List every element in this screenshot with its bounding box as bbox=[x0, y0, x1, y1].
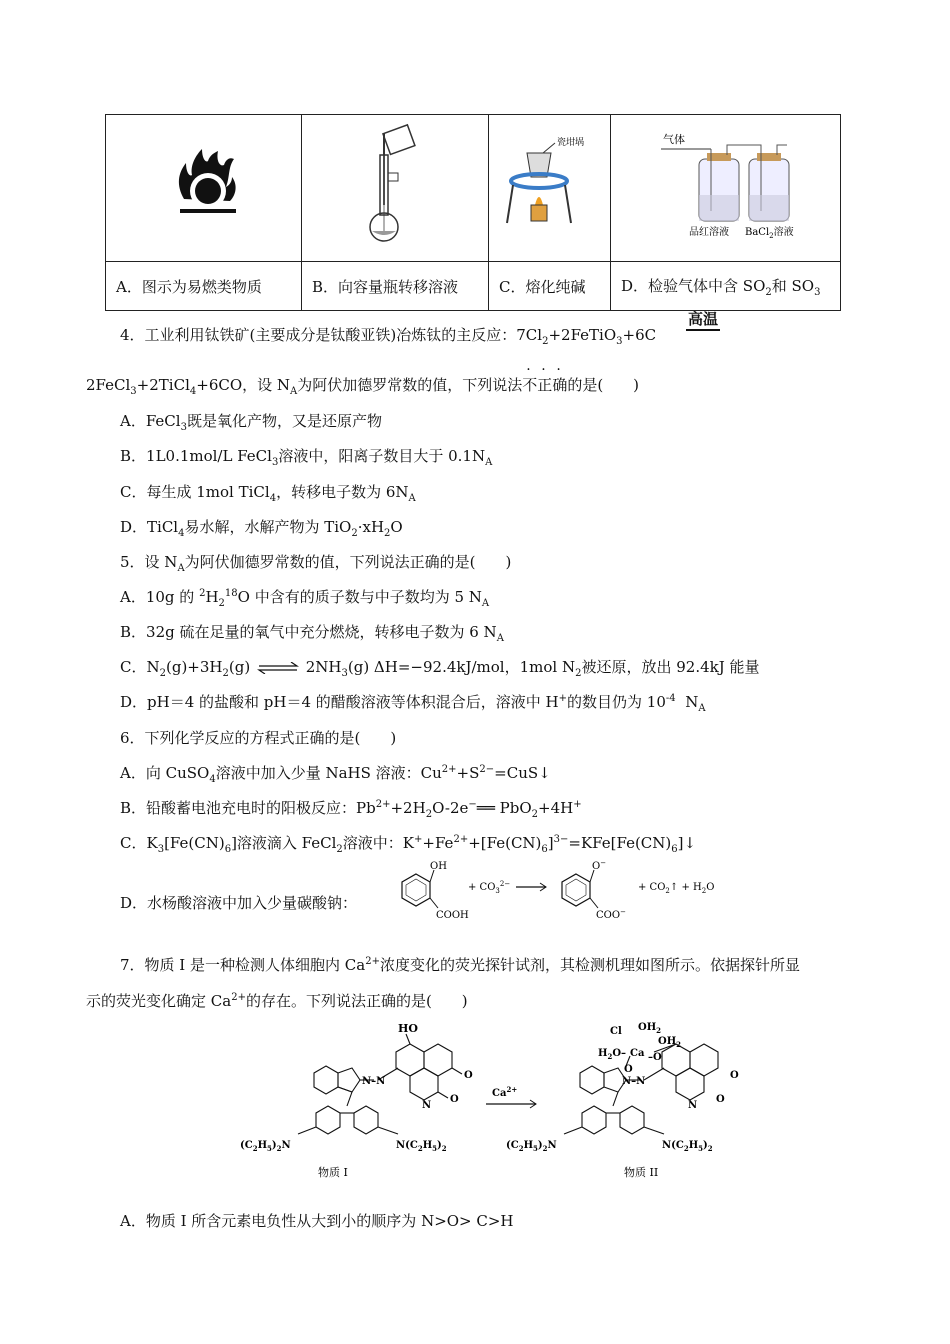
gas-wash-bottles-icon bbox=[611, 115, 840, 257]
svg-text:气体: 气体 bbox=[663, 133, 685, 146]
oxidizer-hazard-icon bbox=[106, 115, 301, 257]
svg-text:Cl: Cl bbox=[610, 1026, 622, 1037]
svg-text:Ca2+: $Ca^{2+}$ bbox=[492, 1085, 518, 1099]
volumetric-flask-icon bbox=[302, 115, 488, 257]
q5-option-a: A．10g 的 $^2H_2^{18}O$ 中含有的质子数与中子数均为 5 $N_A$ bbox=[120, 588, 490, 609]
svg-text:COO−: COO− bbox=[596, 908, 626, 920]
q4-stem-line2: 2FeCl$_3$+2TiCl$_4$+6CO，设 $N_A$为阿伏加德罗常数的值，下列说法不正确的是( ) bbox=[86, 376, 640, 397]
q4-condition: 高温 bbox=[686, 308, 720, 331]
q5-option-c: C．$N_2(g)+3H_2(g)$ $2NH_3(g)$ ΔH=−92.4kJ/mol，1mol $N_2$被还原，放出 92.4kJ 能量 bbox=[120, 658, 760, 679]
q6-option-b: B．铅酸蓄电池充电时的阳极反应：$Pb^{2+}+2H_2O-2e^-══$ PbO$_2$+4H+ bbox=[120, 799, 582, 820]
q3-option-a: A．图示为易燃类物质 bbox=[106, 262, 302, 311]
svg-text:O: O bbox=[464, 1070, 473, 1081]
q5-stem: 5．设 $N_A$为阿伏伽德罗常数的值，下列说法正确的是( ) bbox=[120, 553, 512, 574]
svg-text:N(C2H5)2: $N(C_2H_5)_2$ bbox=[396, 1140, 447, 1153]
svg-text:Ca: Ca bbox=[630, 1048, 645, 1059]
svg-text:(C2H5)2N: $(C_2H_5)_2N$ bbox=[506, 1140, 557, 1153]
svg-text:瓷坩埚: 瓷坩埚 bbox=[557, 138, 585, 148]
q6-option-c: C．$K_3[Fe(CN)_6]$溶液滴入 FeCl$_2$溶液中：$K^++Fe^{2+}+[Fe(CN)_6]^{3-}=KFe[Fe(CN)_6]↓$ bbox=[120, 834, 697, 855]
svg-text:(C2H5)2N: $(C_2H_5)_2N$ bbox=[240, 1140, 291, 1153]
q3-image-b bbox=[302, 115, 489, 262]
svg-text:HO: HO bbox=[398, 1022, 418, 1035]
svg-text:–O: –O bbox=[648, 1052, 662, 1063]
q6-stem: 6．下列化学反应的方程式正确的是( ) bbox=[120, 729, 397, 747]
q7-stem-line1: 7．物质 I 是一种检测人体细胞内 $Ca^{2+}$浓度变化的荧光探针试剂，其检测机理如图所示。依据探针所显 bbox=[120, 956, 800, 974]
q4-stem-line1: 4．工业利用钛铁矿(主要成分是钛酸亚铁)冶炼钛的主反应：$7Cl_2+2FeTiO_3+6C$ bbox=[120, 326, 657, 347]
svg-text:N: N bbox=[688, 1100, 698, 1111]
q6-option-d-label: D．水杨酸溶液中加入少量碳酸钠： bbox=[120, 894, 358, 912]
q6-option-a: A．向 CuSO$_4$溶液中加入少量 NaHS 溶液：$Cu^{2+}+S^{2-}=CuS↓$ bbox=[120, 764, 551, 785]
svg-text:O−: O− bbox=[592, 860, 607, 872]
q4-option-a: A．FeCl$_3$既是氧化产物，又是还原产物 bbox=[120, 412, 382, 433]
q4-option-d: D．TiCl$_4$易水解，水解产物为 $TiO_2\cdot xH_2O$ bbox=[120, 518, 403, 539]
svg-text:N–N: N–N bbox=[362, 1076, 386, 1087]
svg-text:O: O bbox=[624, 1064, 633, 1075]
q3-image-d bbox=[611, 115, 841, 262]
fluorescent-probe-mechanism-diagram bbox=[238, 1016, 758, 1184]
q4-option-c: C．每生成 1mol TiCl$_4$，转移电子数为 $6N_A$ bbox=[120, 483, 416, 504]
svg-text:N–N: N–N bbox=[622, 1076, 646, 1087]
crucible-heating-icon bbox=[489, 115, 610, 257]
q3-option-d: D．检验气体中含 $SO_2$和 $SO_3$ bbox=[611, 262, 841, 311]
q7-option-a: A．物质 I 所含元素电负性从大到小的顺序为 N>O> C>H bbox=[120, 1212, 514, 1230]
svg-text:品红溶液: 品红溶液 bbox=[689, 227, 729, 238]
svg-text:N(C2H5)2: $N(C_2H_5)_2$ bbox=[662, 1140, 713, 1153]
q3-options-table bbox=[105, 114, 841, 311]
svg-text:N: N bbox=[422, 1100, 432, 1111]
svg-text:+ CO32−: + $CO_3^{2-}$ bbox=[468, 880, 511, 895]
svg-text:O: O bbox=[730, 1070, 739, 1081]
svg-text:OH2: $OH_2$ bbox=[658, 1036, 682, 1049]
svg-text:OH2: $OH_2$ bbox=[638, 1022, 662, 1035]
svg-text:OH: OH bbox=[430, 861, 447, 872]
svg-text:O: O bbox=[450, 1094, 459, 1105]
svg-text:COOH: COOH bbox=[436, 910, 469, 920]
svg-text:物质 II: 物质 II bbox=[624, 1166, 659, 1179]
q4-option-b: B．1L0.1mol/L FeCl$_3$溶液中，阳离子数目大于 $0.1N_A$ bbox=[120, 447, 493, 468]
svg-text:H2O–: $H_2O-$ bbox=[598, 1048, 627, 1061]
svg-text:+ CO2↑ + H2O: + $CO_2↑ + H_2O$ bbox=[638, 882, 715, 895]
equilibrium-arrow-icon bbox=[255, 662, 301, 674]
q5-option-b: B．32g 硫在足量的氧气中充分燃烧，转移电子数为 6 $N_A$ bbox=[120, 623, 504, 644]
q5-option-d: D．pH＝4 的盐酸和 pH＝4 的醋酸溶液等体积混合后，溶液中 H+的数目仍为 $10^{-4}$ $N_A$ bbox=[120, 693, 706, 714]
svg-text:BaCl2溶液: BaCl$_2$溶液 bbox=[745, 227, 794, 240]
q3-option-b: B．向容量瓶转移溶液 bbox=[302, 262, 489, 311]
q7-stem-line2: 示的荧光变化确定 $Ca^{2+}$的存在。下列说法正确的是( ) bbox=[86, 992, 468, 1010]
svg-text:物质 I: 物质 I bbox=[318, 1166, 348, 1179]
salicylic-reaction-diagram bbox=[376, 860, 726, 920]
q3-image-a bbox=[106, 115, 302, 262]
svg-text:O: O bbox=[716, 1094, 725, 1105]
q3-image-c bbox=[489, 115, 611, 262]
q3-option-c: C．熔化纯碱 bbox=[489, 262, 611, 311]
